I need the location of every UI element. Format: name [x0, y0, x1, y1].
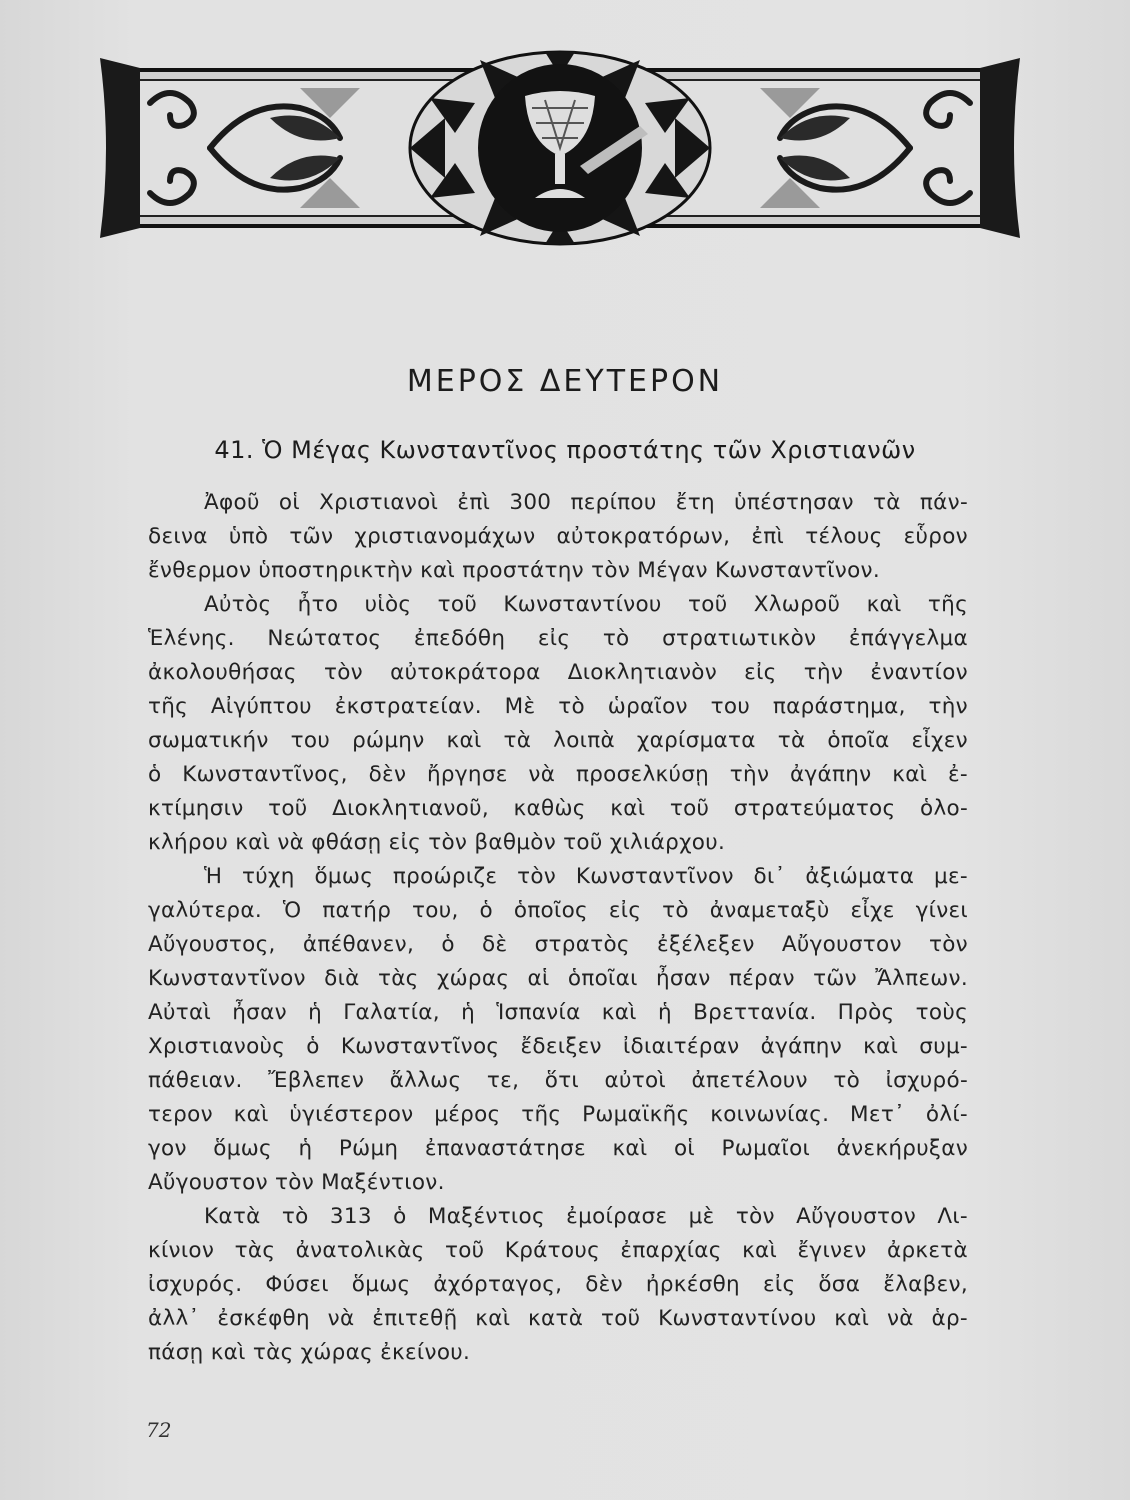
paragraph-4 — [148, 1200, 968, 1370]
page-number: 72 — [146, 1418, 172, 1442]
text-line: Αὐταὶ ἦσαν ἡ Γαλατία, ἡ Ἱσπανία καὶ ἡ Βρεττανία. Πρὸς τοὺς — [148, 1000, 968, 1025]
text-line: τερον καὶ ὑγιέστερον μέρος τῆς Ρωμαϊκῆς κοινωνίας. Μετ᾽ ὀλί- — [148, 1102, 968, 1127]
chalice-ornament-banner — [100, 48, 1020, 248]
text-line: Αὔγουστον τὸν Μαξέντιον. — [148, 1170, 445, 1195]
paragraph-1 — [148, 486, 968, 588]
paragraph-3 — [148, 860, 968, 1200]
text-line: Ἑλένης. Νεώτατος ἐπεδόθη εἰς τὸ στρατιωτικὸν ἐπάγγελμα — [148, 626, 968, 651]
text-line: κίνιον τὰς ἀνατολικὰς τοῦ Κράτους ἐπαρχίας καὶ ἔγινεν ἀρκετὰ — [148, 1238, 968, 1263]
text-line: ἰσχυρός. Φύσει ὅμως ἀχόρταγος, δὲν ἠρκέσθη εἰς ὅσα ἔλαβεν, — [148, 1272, 968, 1297]
text-line: Ἡ τύχη ὅμως προώριζε τὸν Κωνσταντῖνον δι᾽ ἀξιώματα με- — [204, 864, 968, 889]
body-text — [148, 486, 968, 1370]
text-line: πάσῃ καὶ τὰς χώρας ἐκείνου. — [148, 1340, 471, 1365]
text-line: σωματικήν του ρώμην καὶ τὰ λοιπὰ χαρίσματα τὰ ὁποῖα εἶχεν — [148, 728, 968, 753]
text-line: γον ὅμως ἡ Ρώμη ἐπαναστάτησε καὶ οἱ Ρωμαῖοι ἀνεκήρυξαν — [148, 1136, 968, 1161]
paragraph-2 — [148, 588, 968, 860]
text-line: δεινα ὑπὸ τῶν χριστιανομάχων αὐτοκρατόρων, ἐπὶ τέλους εὗρον — [148, 524, 968, 549]
text-line: Κωνσταντῖνον διὰ τὰς χώρας αἱ ὁποῖαι ἦσαν πέραν τῶν Ἄλπεων. — [148, 966, 968, 991]
text-line: ἀλλ᾽ ἐσκέφθη νὰ ἐπιτεθῇ καὶ κατὰ τοῦ Κωνσταντίνου καὶ νὰ ἁρ- — [148, 1306, 968, 1331]
text-line: Χριστιανοὺς ὁ Κωνσταντῖνος ἔδειξεν ἰδιαιτέραν ἀγάπην καὶ συμ- — [148, 1034, 968, 1059]
text-line: ἀκολουθήσας τὸν αὐτοκράτορα Διοκλητιανὸν εἰς τὴν ἐναντίον — [148, 660, 968, 685]
text-line: ὁ Κωνσταντῖνος, δὲν ἤργησε νὰ προσελκύσῃ τὴν ἀγάπην καὶ ἐ- — [148, 762, 968, 787]
section-heading: 41. Ὁ Μέγας Κωνσταντῖνος προστάτης τῶν Χριστιανῶν — [214, 436, 916, 464]
text-line: Αὔγουστος, ἀπέθανεν, ὁ δὲ στρατὸς ἐξέλεξεν Αὔγουστον τὸν — [148, 932, 968, 957]
text-line: γαλύτερα. Ὁ πατήρ του, ὁ ὁποῖος εἰς τὸ ἀναμεταξὺ εἶχε γίνει — [148, 898, 968, 923]
text-line: τῆς Αἰγύπτου ἐκστρατείαν. Μὲ τὸ ὡραῖον του παράστημα, τὴν — [148, 694, 968, 719]
text-line: κτίμησιν τοῦ Διοκλητιανοῦ, καθὼς καὶ τοῦ στρατεύματος ὁλο- — [148, 796, 968, 821]
text-line: ἔνθερμον ὑποστηρικτὴν καὶ προστάτην τὸν Μέγαν Κωνσταντῖνον. — [148, 558, 880, 583]
text-line: Ἀφοῦ οἱ Χριστιανοὶ ἐπὶ 300 περίπου ἔτη ὑπέστησαν τὰ πάν- — [204, 490, 968, 515]
text-line: Αὐτὸς ἦτο υἱὸς τοῦ Κωνσταντίνου τοῦ Χλωροῦ καὶ τῆς — [204, 592, 968, 617]
part-title: ΜΕΡΟΣ ΔΕΥΤΕΡΟΝ — [406, 364, 724, 399]
text-line: πάθειαν. Ἔβλεπεν ἄλλως τε, ὅτι αὐτοὶ ἀπετέλουν τὸ ἰσχυρό- — [148, 1068, 968, 1093]
text-line: Κατὰ τὸ 313 ὁ Μαξέντιος ἐμοίρασε μὲ τὸν Αὔγουστον Λι- — [204, 1204, 968, 1229]
text-line: κλήρου καὶ νὰ φθάσῃ εἰς τὸν βαθμὸν τοῦ χιλιάρχου. — [148, 830, 726, 855]
